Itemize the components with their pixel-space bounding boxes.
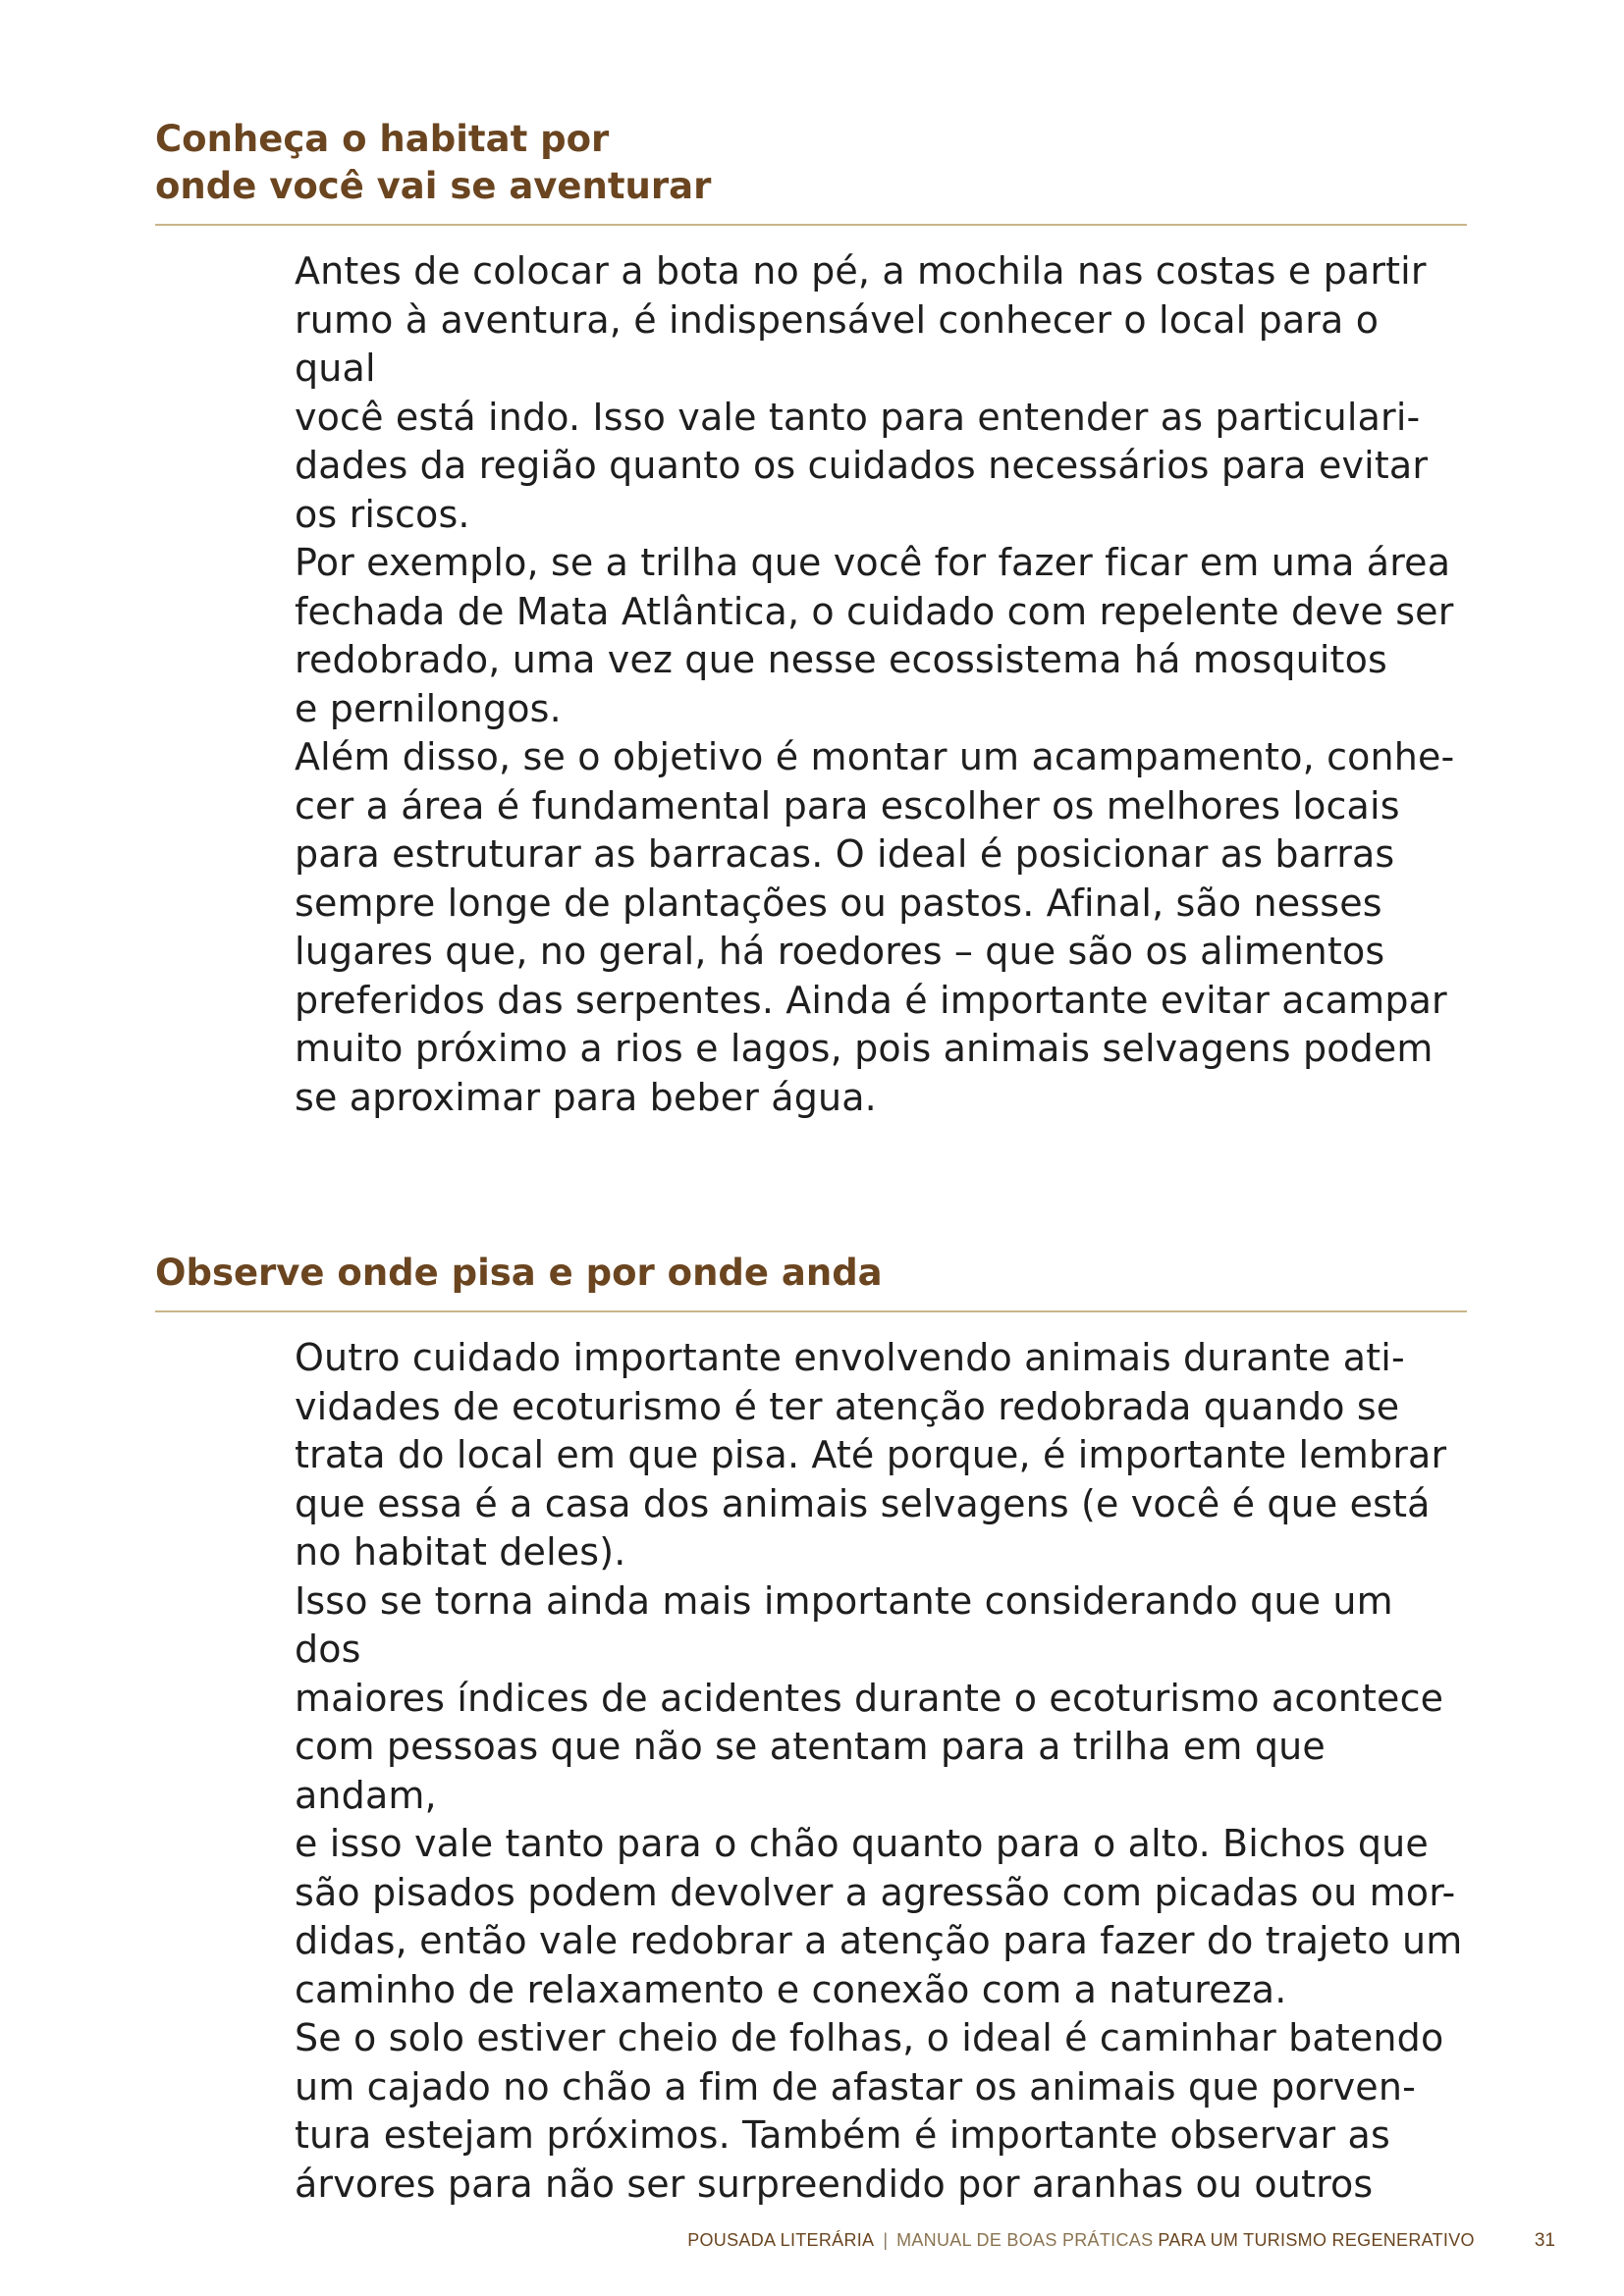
- section-habitat: [155, 116, 1467, 1122]
- paragraph: Outro cuidado importante envolvendo animais durante ati- vidades de ecoturismo é ter atenção redobrada quando se trata do local em que pisa. Até porque, é importante lembrar que essa é a casa dos animais selvagens (e você é que está no habitat deles).: [295, 1336, 1447, 1574]
- footer-manual-title: MANUAL DE BOAS PRÁTICAS: [896, 2230, 1154, 2250]
- heading-rule: [155, 224, 1467, 226]
- page-footer: [589, 2230, 1555, 2260]
- section-body: [295, 1334, 1463, 2209]
- section-observe: [155, 1250, 1467, 2209]
- paragraph: Além disso, se o objetivo é montar um acampamento, conhe- cer a área é fundamental para escolher os melhores locais para estruturar as barracas. O ideal é posicionar as barras sempre longe de plantações ou pastos. Afinal, são nesses lugares que, no geral, há roedores – que são os alimentos preferidos das serpentes. Ainda é importante evitar acampar muito próximo a rios e lagos, pois animais selvagens podem se aproximar para beber água.: [295, 735, 1455, 1119]
- footer-program-title: PARA UM TURISMO REGENERATIVO: [1158, 2230, 1475, 2250]
- page-number: 31: [1534, 2230, 1555, 2251]
- section-body: [295, 247, 1463, 1122]
- footer-separator: |: [883, 2230, 889, 2250]
- heading-rule: [155, 1310, 1467, 1312]
- paragraph: Se o solo estiver cheio de folhas, o ideal é caminhar batendo um cajado no chão a fim de afastar os animais que porven- tura estejam próximos. Também é importante observar as árvores para não ser surpreendido por aranhas ou outros: [295, 2016, 1444, 2206]
- section-heading: Observe onde pisa e por onde anda: [155, 1252, 883, 1294]
- section-heading: Conheça o habitat por onde você vai se aventurar: [155, 118, 712, 207]
- paragraph: Isso se torna ainda mais importante considerando que um dos maiores índices de acidentes durante o ecoturismo acontece com pessoas que não se atentam para a trilha em que andam, e isso vale tanto para o chão quanto para o alto. Bichos que são pisados podem devolver a agressão com picadas ou mor- didas, então vale redobrar a atenção para fazer do trajeto um caminho de relaxamento e conexão com a natureza.: [295, 1578, 1463, 2011]
- paragraph: Por exemplo, se a trilha que você for fazer ficar em uma área fechada de Mata Atlântica, o cuidado com repelente deve ser redobrado, uma vez que nesse ecossistema há mosquitos e pernilongos.: [295, 541, 1454, 730]
- paragraph: Antes de colocar a bota no pé, a mochila nas costas e partir rumo à aventura, é indispensável conhecer o local para o qual você está indo. Isso vale tanto para entender as particulari- dades da região quanto os cuidados necessários para evitar os riscos.: [295, 249, 1429, 536]
- footer-brand: POUSADA LITERÁRIA: [687, 2230, 875, 2250]
